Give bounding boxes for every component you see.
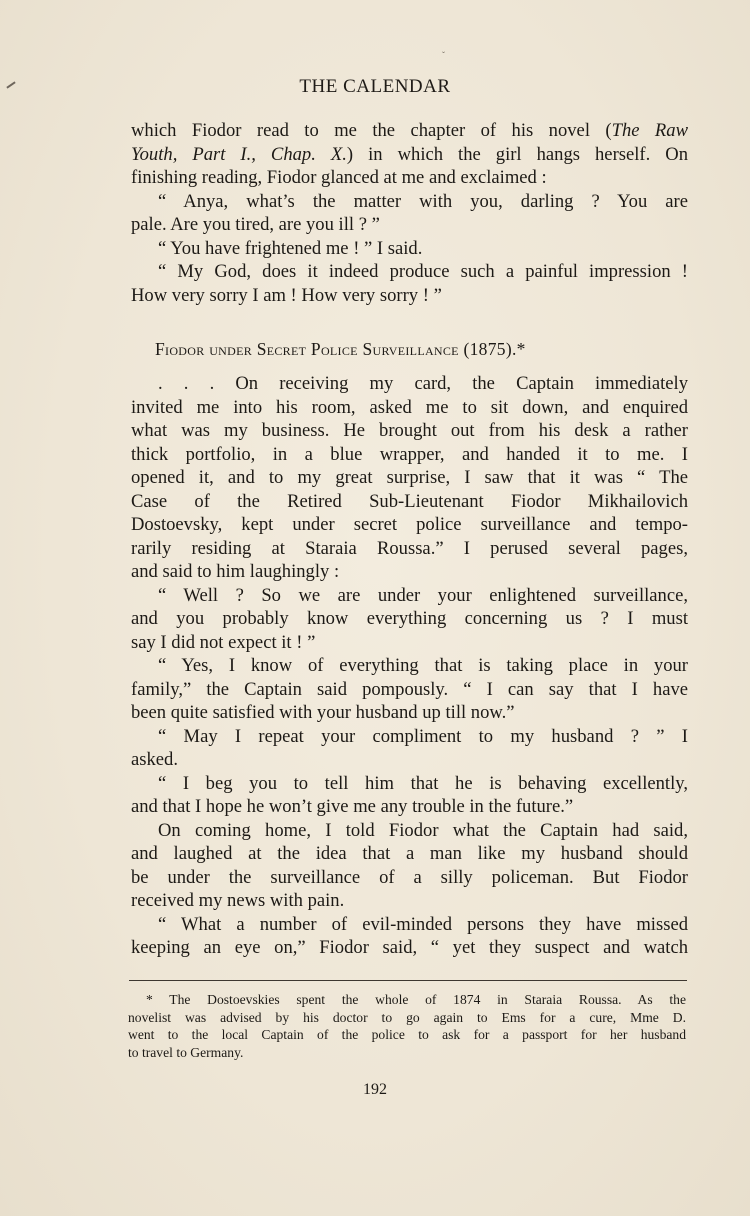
text-line: Dostoevsky, kept under secret police surveillance and tempo-	[131, 514, 688, 535]
section-heading	[155, 339, 685, 360]
text-line: “ May I repeat your compliment to my husband ? ” I	[158, 725, 688, 747]
footnote-line: * The Dostoevskies spent the whole of 1874 in Staraia Roussa. As the	[146, 992, 686, 1007]
text-line: . . . On receiving my card, the Captain immediately	[158, 373, 688, 394]
text-line: How very sorry I am ! How very sorry ! ”	[131, 284, 442, 306]
text-line: pale. Are you tired, are you ill ? ”	[131, 214, 380, 235]
section-heading-year: (1875).*	[463, 339, 526, 359]
text-line: and that I hope he won’t give me any trouble in the future.”	[131, 796, 574, 817]
text-line: Youth, Part I., Chap. X.) in which the girl hangs herself. On	[131, 143, 688, 165]
ink-speck: ˇ	[442, 50, 445, 60]
text-block-main	[131, 372, 688, 960]
running-head: THE CALENDAR	[299, 76, 451, 97]
footnote-line: went to the local Captain of the police to ask for a passport for her husband	[128, 1027, 686, 1042]
text-line: On coming home, I told Fiodor what the Captain had said,	[158, 819, 688, 841]
text-line: rarily residing at Staraia Roussa.” I perused several pages,	[131, 537, 688, 559]
text-line: been quite satisfied with your husband up till now.”	[131, 702, 515, 723]
footnote-line: novelist was advised by his doctor to go again to Ems for a cure, Mme D.	[128, 1009, 686, 1025]
text-line: family,” the Captain said pompously. “ I can say that I have	[131, 678, 688, 700]
text-line: Case of the Retired Sub-Lieutenant Fiodor Mikhailovich	[131, 490, 688, 512]
footnote-line: to travel to Germany.	[128, 1044, 244, 1060]
text-line: and laughed at the idea that a man like my husband should	[131, 843, 688, 864]
text-line: finishing reading, Fiodor glanced at me and exclaimed :	[131, 167, 547, 188]
text-line: which Fiodor read to me the chapter of his novel (The Raw	[131, 120, 688, 141]
text-line: “ My God, does it indeed produce such a painful impression !	[158, 261, 688, 282]
text-line: received my news with pain.	[131, 890, 345, 911]
text-line: say I did not expect it ! ”	[131, 631, 316, 653]
text-block-top	[131, 119, 688, 307]
text-line: “ Yes, I know of everything that is taking place in your	[158, 655, 688, 676]
text-line: opened it, and to my great surprise, I saw that it was “ The	[131, 467, 688, 488]
text-line: and you probably know everything concerning us ? I must	[131, 608, 688, 629]
text-line: “ What a number of evil-minded persons they have missed	[158, 913, 688, 935]
footnote-rule	[129, 980, 687, 981]
text-line: “ Well ? So we are under your enlightened surveillance,	[158, 584, 688, 606]
text-line: thick portfolio, in a blue wrapper, and handed it to me. I	[131, 443, 688, 465]
section-heading-title: Fiodor under Secret Police Surveillance	[155, 339, 459, 359]
text-line: asked.	[131, 749, 178, 770]
text-line: be under the surveillance of a silly policeman. But Fiodor	[131, 866, 688, 888]
text-line: “ Anya, what’s the matter with you, darling ? You are	[158, 190, 688, 212]
text-line: “ I beg you to tell him that he is behaving excellently,	[158, 772, 688, 794]
text-line: “ You have frightened me ! ” I said.	[158, 237, 423, 259]
text-line: and said to him laughingly :	[131, 561, 340, 582]
footnote	[128, 991, 686, 1061]
page-number: 192	[363, 1081, 387, 1098]
text-line: what was my business. He brought out from his desk a rather	[131, 420, 688, 441]
text-line: invited me into his room, asked me to sit down, and enquired	[131, 396, 688, 418]
text-line: keeping an eye on,” Fiodor said, “ yet they suspect and watch	[131, 937, 688, 958]
